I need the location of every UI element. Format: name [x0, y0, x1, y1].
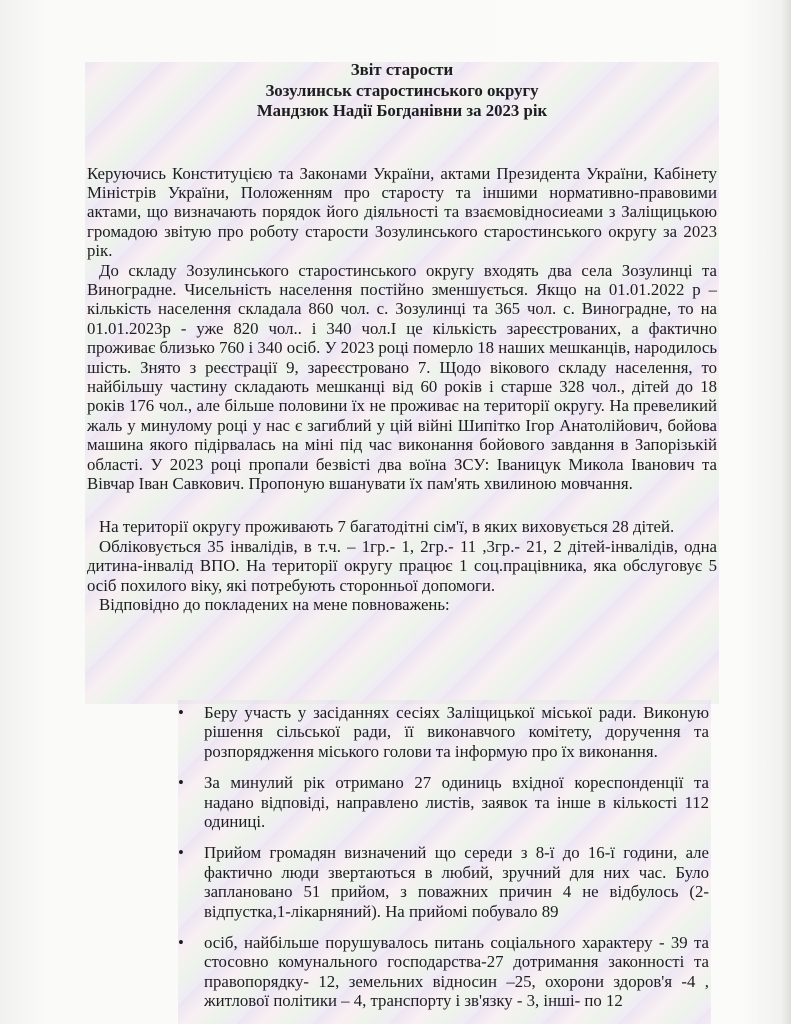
paragraph-disabled: Обліковується 35 інвалідів, в т.ч. – 1гр.- 1, 2гр.- 11 ,3гр.- 21, 2 дітей-інвалідів, одна дитина-інвалід ВПО. На території округу працює 1 соц.працівника, яка обслуговує 5 осіб похилого віку, які потребують сторонньої допомоги.	[87, 536, 717, 595]
title-line-3: Мандзюк Надії Богданівни за 2023 рік	[256, 101, 548, 120]
bullet-icon: •	[178, 933, 184, 953]
list-item	[178, 933, 709, 1011]
list-item	[178, 773, 709, 831]
paragraph-intro: Керуючись Конституцією та Законами України, актами Президента України, Кабінету Міністрів України, Положенням про старосту та іншими нормативно-правовими актами, що визначають порядок його діяльності та взаємовідносиеами з Заліщицькою громадою звітую про роботу старости Зозулинського старостинського округу за 2023 рік.	[87, 163, 717, 261]
list-item	[178, 703, 709, 761]
paragraph-gap	[87, 493, 717, 517]
list-item-text: Беру участь у засіданнях сесіях Заліщицької міської ради. Виконую рішення сільської ради, її виконавчого комітету, доручення та розпорядження міського голови та інформую про їх виконання.	[204, 703, 709, 761]
bullet-icon: •	[178, 703, 184, 722]
list-item-text: За минулий рік отримано 27 одиниць вхідної кореспонденції та надано відповіді, направлено листів, заявок та інше в кількості 112 одиниці.	[204, 773, 709, 832]
paragraph-families: На території округу проживають 7 багатодітні сім'ї, в яких виховується 28 дітей.	[99, 517, 675, 537]
bullet-icon: •	[178, 773, 184, 793]
list-item-text: Прийом громадян визначений що середи з 8-ї до 16-ї години, але фактично люди звертаються в любий, зручний для них час. Було заплановано 51 прийом, з поважних причин 4 не відбулось (2-відпустка,1-лікарняний). На прийомі побувало 89	[204, 843, 709, 921]
title-line-1: Звіт старости	[350, 60, 454, 79]
scan-edge-shadow	[781, 0, 791, 1024]
duties-list	[178, 703, 709, 1023]
paragraph-population: До складу Зозулинського старостинського округу входять два села Зозулинці та Виноградне. Чисельність населення постійно зменшується. Якщо на 01.01.2022 р – кількість населення складала 860 чол. с. Зозулинці та 365 чол. с. Виноградне, то на 01.01.2023р - уже 820 чол.. і 340 чол.І це кількість зареєстрованих, а фактично проживає близько 760 і 340 осіб. У 2023 році померло 18 наших мешканців, народилось шість. Знято з реєстрації 9, зареєстровано 7. Щодо вікового складу населення, то найбільшу частину складають мешканці від 60 років і старше 328 чол., дітей до 18 років 176 чол., але більше половини їх не проживає на території округу. На превеликий жаль у минулому році у нас є загиблий у цій війні Шипітко Ігор Анатолійович, бойова машина якого підірвалась на міні під час виконання бойового завдання в Запорізькій області. У 2023 році пропали безвісті два воїна ЗСУ: Іваницук Микола Іванович та Вівчар Іван Савкович. Пропоную вшанувати їх пам'ять хвилиною мовчання.	[87, 260, 717, 493]
title-line-2: Зозулинськ старостинського округу	[265, 80, 539, 100]
bullet-icon: •	[178, 843, 184, 863]
list-item-text: осіб, найбільше порушувалось питань соціального характеру - 39 та стосовно комунального господарства-27 дотримання законності та правопорядку- 12, земельних відносин –25, охорони здоров'я -4 , житлової політики – 4, транспорту і зв'язку - 3, інші- по 12	[204, 933, 709, 1011]
report-title	[87, 60, 717, 122]
document-body	[87, 60, 717, 614]
paragraph-duties-intro: Відповідно до покладених на мене повноважень:	[99, 595, 450, 615]
list-item	[178, 843, 709, 921]
